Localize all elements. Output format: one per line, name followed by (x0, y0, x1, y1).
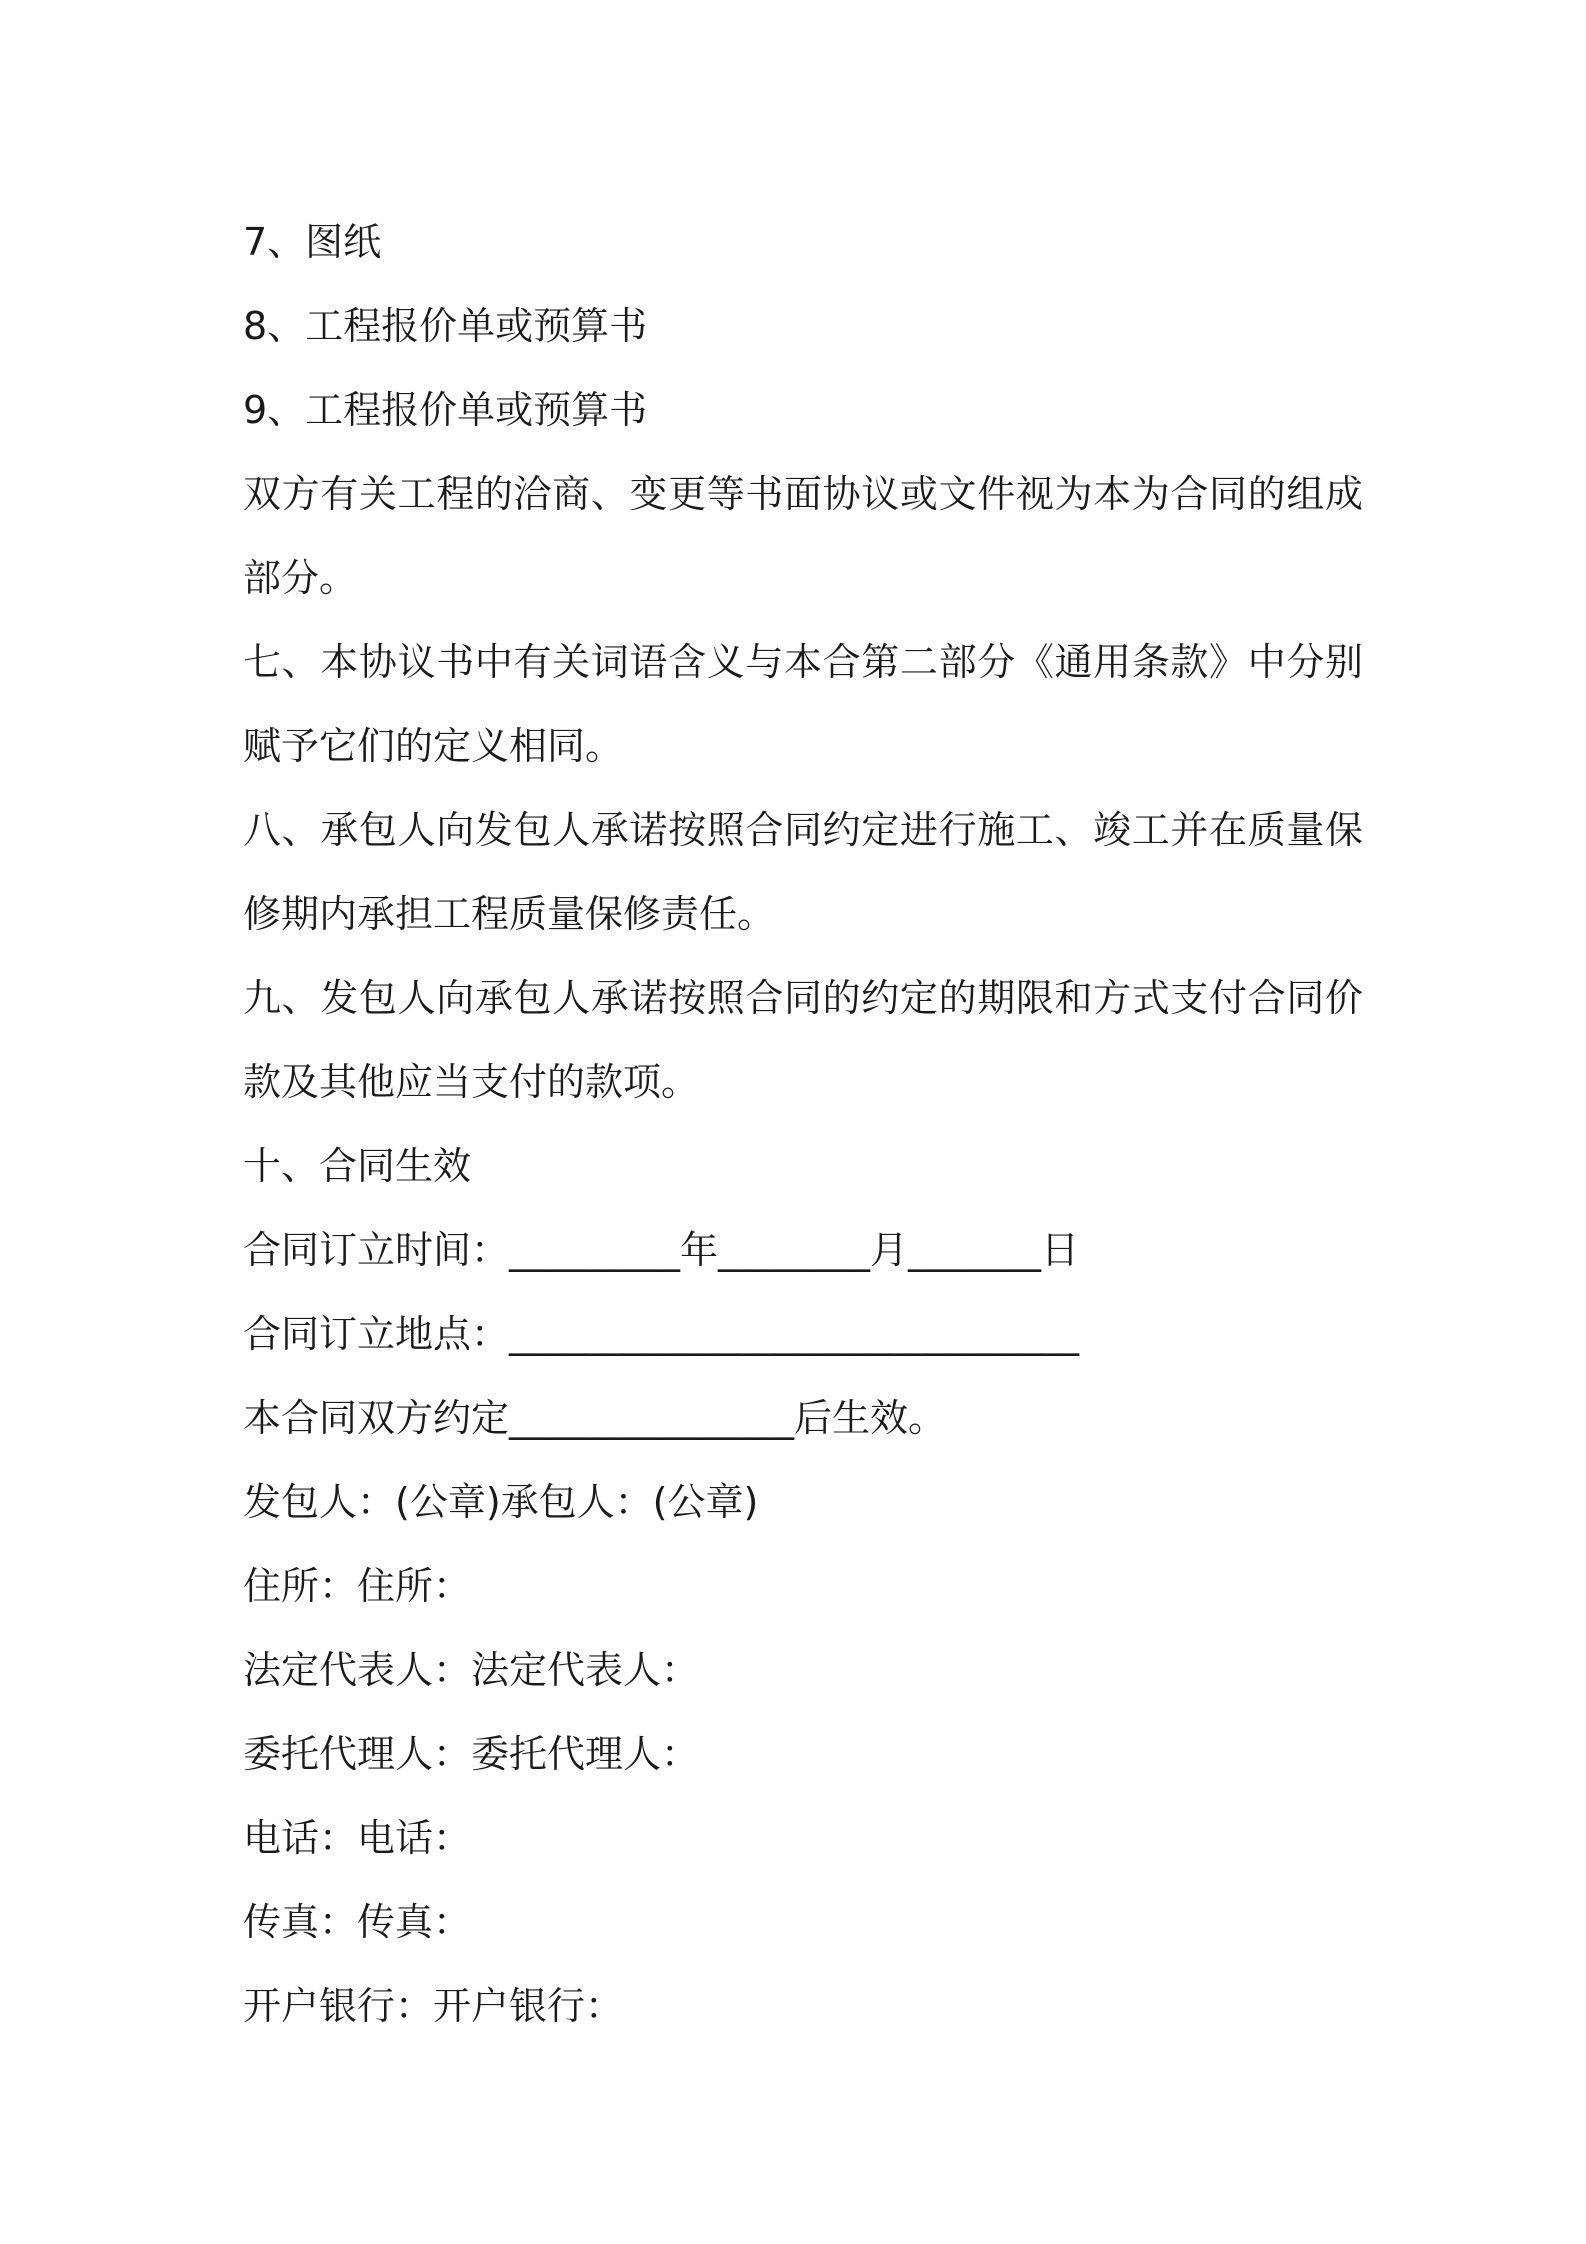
signature-phone: 电话：电话： (243, 1816, 472, 1860)
signature-parties: 发包人：(公章)承包人：(公章) (243, 1480, 759, 1524)
contract-body (243, 200, 1363, 2048)
effective-condition-line: 本合同双方约定_______________后生效。 (243, 1396, 947, 1440)
signature-fax: 传真：传真： (243, 1900, 472, 1944)
signature-agent: 委托代理人：委托代理人： (243, 1732, 700, 1776)
signature-bank: 开户银行：开户银行： (243, 1984, 624, 2028)
signature-legal-rep: 法定代表人：法定代表人： (243, 1648, 700, 1692)
item-quotation-9: 9、工程报价单或预算书 (243, 388, 648, 432)
signing-place-line: 合同订立地点：______________________________ (243, 1312, 1080, 1356)
clause-seven-definitions: 七、本协议书中有关词语含义与本合第二部分《通用条款》中分别赋予它们的定义相同。 (243, 640, 1363, 768)
clause-ten-heading: 十、合同生效 (243, 1144, 472, 1188)
item-quotation-8: 8、工程报价单或预算书 (243, 304, 648, 348)
clause-eight-contractor-promise: 八、承包人向发包人承诺按照合同约定进行施工、竣工并在质量保修期内承担工程质量保修责任。 (243, 808, 1363, 936)
clause-negotiation-documents: 双方有关工程的洽商、变更等书面协议或文件视为本为合同的组成部分。 (243, 472, 1363, 600)
signing-time-line: 合同订立时间：_________年________月_______日 (243, 1228, 1080, 1272)
clause-nine-employer-promise: 九、发包人向承包人承诺按照合同的约定的期限和方式支付合同价款及其他应当支付的款项。 (243, 976, 1363, 1104)
signature-address: 住所：住所： (243, 1564, 472, 1608)
item-drawings: 7、图纸 (243, 220, 382, 264)
